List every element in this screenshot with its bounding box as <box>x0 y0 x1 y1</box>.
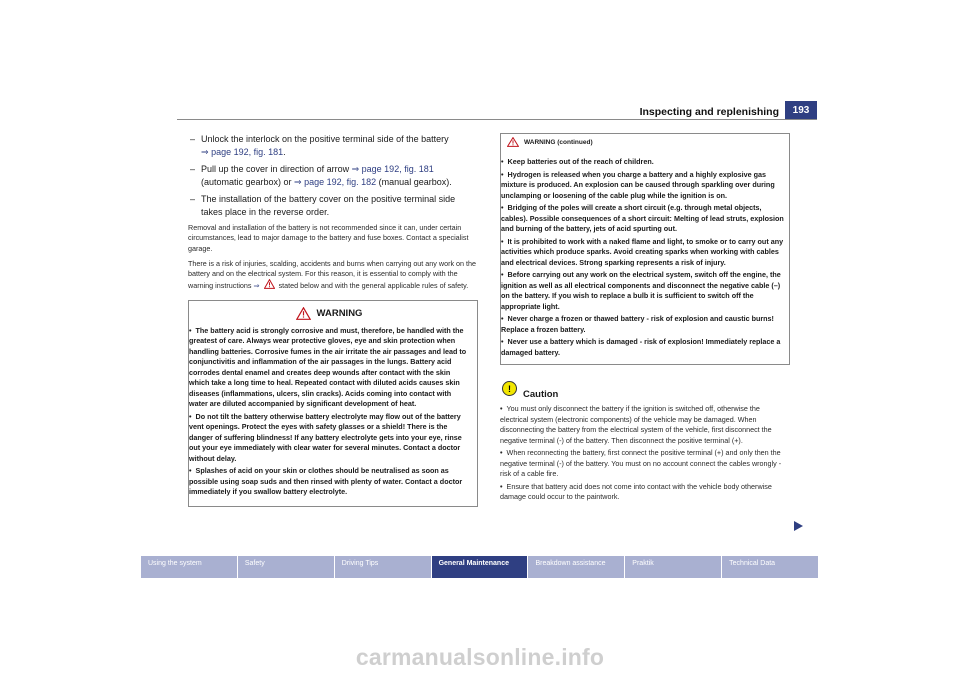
paragraph-removal: Removal and installation of the battery is not recommended since it can, under certain circumstances, lead to major damage to the battery and fuse boxes. Contact a specialist garage. <box>188 223 469 253</box>
caution-title: Caution <box>523 389 559 400</box>
next-page-arrow-icon[interactable] <box>792 520 804 532</box>
bullet-icon: • <box>501 314 504 323</box>
warning-header <box>189 307 469 320</box>
warning-continued-title: WARNING (continued) <box>524 138 593 146</box>
footer-nav <box>141 556 818 578</box>
warning-item: • Never charge a frozen or thawed battery - risk of explosion and caustic burns! Replace a frozen battery. <box>501 314 774 334</box>
page-link[interactable]: page 192, fig. 181 <box>211 146 284 157</box>
arrow-icon: ⇒ <box>294 176 302 187</box>
step-3: – The installation of the battery cover on the positive terminal side takes place in the reverse order. <box>190 194 456 217</box>
caution-header <box>500 377 790 400</box>
header-divider <box>177 119 817 120</box>
warning-item: • Keep batteries out of the reach of children. <box>501 157 654 166</box>
bullet-icon: • <box>501 236 504 246</box>
step-dash: – <box>190 194 196 204</box>
warning-item: • Never use a battery which is damaged - risk of explosion! Immediately replace a damaged battery. <box>501 337 781 357</box>
arrow-icon: ⇒ <box>351 164 360 174</box>
step-1: – Unlock the interlock on the positive terminal side of the battery ⇒ page 192, fig. 181. <box>190 134 449 157</box>
arrow-icon: ⇒ <box>253 281 260 291</box>
paragraph-risk: There is a risk of injuries, scalding, accidents and burns when carrying out any work on the battery and on the electrical system. For this reason, it is essential to comply with the warning instructions ⇒ stated below and with the general applicable rules of safety. <box>188 258 477 291</box>
warning-title: WARNING <box>316 307 363 319</box>
tab-general-maintenance[interactable]: General Maintenance <box>432 556 529 578</box>
bullet-icon: • <box>501 169 504 179</box>
warning-item: • The battery acid is strongly corrosive and must, therefore, be handled with the greatest of care. Always wear protective gloves, eye and skin protection when handling batteries. Corrosive fumes in the air irritate the air passages and lead to conjunctivitis and inflammation of the air passages in the lungs. Battery acid corrodes dental enamel and creates deep wounds after contact with the skin which take a long time to heal. Repeated contact with diluted acids causes skin diseases (inflammations, ulcers, slin cracks). Acids coming into contact with water are diluted accompanied by significant development of heat. <box>189 325 467 409</box>
tab-driving-tips[interactable]: Driving Tips <box>335 556 432 578</box>
warning-triangle-icon <box>296 307 311 320</box>
bullet-icon: • <box>501 337 504 346</box>
warning-continued-box <box>500 133 790 365</box>
warning-continued-header <box>501 137 785 147</box>
step-dash: – <box>190 164 196 174</box>
tab-technical-data[interactable]: Technical Data <box>722 556 818 578</box>
tab-using-the-system[interactable]: Using the system <box>141 556 238 578</box>
step-2: – Pull up the cover in direction of arrow ⇒ page 192, fig. 181 (automatic gearbox) or ⇒ page 192, fig. 182 (manual gearbox). <box>190 164 452 187</box>
bullet-icon: • <box>500 404 503 413</box>
warning-item: • It is prohibited to work with a naked flame and light, to smoke or to carry out any activities which produce sparks. Avoid creating sparks when working with cables and electrical devices. Strong sparking represents a risk of injury. <box>501 236 784 267</box>
page-link[interactable]: page 192, fig. 181 <box>361 164 434 174</box>
bullet-icon: • <box>189 466 192 476</box>
warning-item: • Hydrogen is released when you charge a battery and a highly explosive gas mixture is produced. An explosion can be caused through sparkling over during unclamping or loosening of the cable plug while the ignition is on. <box>501 169 775 200</box>
watermark: carmanualsonline.info <box>355 644 605 670</box>
warning-item: • Before carrying out any work on the electrical system, switch off the engine, the ignition as well as all electrical components and disconnect the negative cable (–) on the battery. If you wish to replace a bulb it is sufficient to switch off the appropriate light. <box>501 270 781 311</box>
bullet-icon: • <box>500 481 503 491</box>
left-column <box>188 133 478 507</box>
page-link[interactable]: page 192, fig. 182 <box>304 176 377 187</box>
bullet-icon: • <box>189 325 192 335</box>
tab-safety[interactable]: Safety <box>238 556 335 578</box>
right-column <box>500 133 790 505</box>
warning-triangle-icon <box>507 137 519 147</box>
warning-box <box>188 300 478 507</box>
step-dash: – <box>190 134 196 144</box>
caution-item: • When reconnecting the battery, first connect the positive terminal (+) and only then the negative terminal (-) of the battery. You must on no account connect the cables wrongly - risk of a cable fire. <box>500 448 782 478</box>
bullet-icon: • <box>501 270 504 279</box>
warning-item: • Bridging of the poles will create a short circuit (e.g. through metal objects, cables). Possible consequences of a short circuit: Melting of lead struts, explosion and burning of the battery, jets of acid spurting out. <box>501 203 784 233</box>
page-number: 193 <box>785 101 817 120</box>
caution-exclamation-icon: ! <box>502 381 517 396</box>
arrow-icon: ⇒ <box>201 146 209 157</box>
tab-breakdown-assistance[interactable]: Breakdown assistance <box>528 556 625 578</box>
bullet-icon: • <box>501 203 504 212</box>
bullet-icon: • <box>501 157 504 166</box>
bullet-icon: • <box>500 448 503 457</box>
bullet-icon: • <box>189 411 192 421</box>
tab-praktik[interactable]: Praktik <box>625 556 722 578</box>
page-header-title: Inspecting and replenishing <box>639 106 779 118</box>
caution-item: • Ensure that battery acid does not come into contact with the vehicle body otherwise damage could occur to the paintwork. <box>500 481 772 501</box>
warning-item: • Do not tilt the battery otherwise battery electrolyte may flow out of the battery vent openings. Protect the eyes with safety glasses or a shield! There is the danger of suffering blindness! If any battery electrolyte gets into your eye, rinse out your eye immediately with clear water for several minutes. Contact a doctor without delay. <box>189 411 462 463</box>
caution-item: • You must only disconnect the battery if the ignition is switched off, otherwise the electrical system (electronic components) of the vehicle may be damaged. When disconnecting the battery from the electrical system of the vehicle, first disconnect the negative terminal (-) of the battery. Then disconnect the positive terminal (+). <box>500 404 772 445</box>
warning-item: • Splashes of acid on your skin or clothes should be neutralised as soon as possible using soap suds and then rinsed with plenty of water. Contact a doctor immediately if you swallow battery electrolyte. <box>189 466 463 497</box>
warning-triangle-icon <box>264 279 275 289</box>
